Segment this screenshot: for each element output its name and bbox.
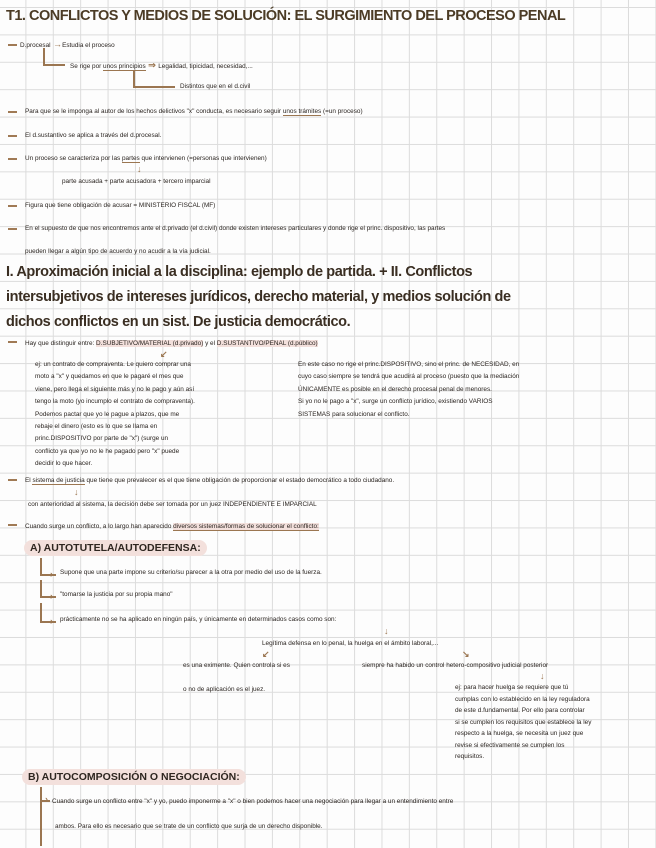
huelga-line: respecto a la huelga, se necesita un juez que [455, 730, 584, 737]
huelga-line: de este d.fundamental. Por ello para controlar [455, 707, 585, 714]
note-supuesto-2: pueden llegar a algún tipo de acuerdo y no acudir a la vía judicial. [25, 248, 211, 255]
example-line: viene, pero llega el siguiente más y no le pago y aún así [35, 385, 195, 393]
bend-arrow-icon [43, 48, 65, 66]
autotutela-item: Supone que una parte impone su criterio/su parecer a la otra por medio del uso de la fuerza. [60, 569, 322, 576]
example-line: En este caso no rige el princ.DISPOSITIVO, sino el princ. de NECESIDAD, en [298, 361, 520, 368]
page-title: T1. CONFLICTOS Y MEDIOS DE SOLUCIÓN: EL SURGIMIENTO DEL PROCESO PENAL [6, 8, 566, 24]
huelga-line: cumplas con lo establecido en la ley reguladora [455, 695, 590, 703]
note-distintos: Distintos que en el d.civil [180, 83, 251, 90]
arrow-down-icon: ↓ [540, 671, 545, 681]
bend-arrow-icon [133, 70, 175, 88]
note-eximente-2: o no de aplicación es el juez. [183, 686, 266, 693]
arrow-down-left-icon: ↙ [262, 649, 270, 659]
example-line: cuyo caso siempre se tendrá que acudirá al proceso (puesto que la mediación [298, 373, 520, 381]
para-post: (=un proceso) [321, 108, 363, 115]
example-left-column [35, 359, 195, 471]
arrow-right-icon: › [50, 616, 53, 626]
note-cuando [25, 523, 319, 531]
autotutela-item: "tomarse la justicia por su propia mano" [60, 591, 173, 598]
example-line: Podemos pactar que yo le pague a plazos, que me [35, 410, 180, 418]
section-heading-line-2: intersubjetivos de intereses jurídicos, derecho material, y medios solución de [6, 289, 511, 305]
bend-arrow-icon [40, 580, 56, 601]
rige-underlined: unos principios [103, 63, 146, 70]
bullet-dash [8, 44, 17, 46]
note-partes-list: parte acusada + parte acusadora + tercero imparcial [62, 178, 211, 185]
autotutela-item: prácticamente no se ha aplicado en ningún país, y únicamente en determinados casos como son: [60, 616, 337, 623]
note-supuesto-1: En el supuesto de que nos encontremos ante el d.privado (el d.civil) donde existen intereses particulares y donde rige el princ. dispositivo, las partes [25, 225, 446, 232]
note-sistema [25, 477, 394, 485]
bullet-dash [8, 158, 17, 160]
note-distinguir [25, 340, 318, 348]
huelga-line: ej: para hacer huelga se requiere que tú [455, 684, 569, 691]
arrow-right-icon: → [50, 39, 63, 49]
dprocesal-label: D.procesal [20, 42, 51, 49]
proceso-underlined: partes [121, 155, 140, 162]
distinguir-highlight-1: D.SUBJETIVO/MATERIAL (d.privado) [96, 340, 204, 347]
example-line: ej: un contrato de compraventa. Le quiero comprar una [35, 361, 191, 368]
huelga-line: requisitos. [455, 753, 485, 760]
arrow-right-icon: › [50, 591, 53, 601]
proceso-post: que intervienen (=personas que intervienen) [139, 155, 267, 162]
example-line: Si yo no le pago a "x", surge un conflicto jurídico, existiendo VARIOS [298, 398, 493, 406]
proceso-text: Un proceso se caracteriza por las [25, 155, 122, 162]
arrow-right-icon: › [45, 794, 48, 804]
distinguir-mid: y el [203, 340, 217, 347]
vertical-connector [40, 800, 42, 846]
note-casos: Legítima defensa en lo penal, la huelga en el ámbito laboral,... [262, 640, 439, 647]
subheading-autocomposicion: B) AUTOCOMPOSICIÓN O NEGOCIACIÓN: [22, 769, 246, 785]
arrow-down-icon: ↓ [384, 626, 389, 636]
huelga-line: si se cumplen los requisitos que establece la ley [455, 718, 592, 726]
arrow-down-icon: ↓ [137, 164, 142, 174]
note-figura: Figura que tiene obligación de acusar = MINISTERIO FISCAL (MF) [25, 202, 216, 209]
example-line: ÚNICAMENTE es posible en el derecho procesal penal de menores. [298, 385, 492, 393]
arrow-down-left-icon: ↙ [160, 349, 168, 359]
para-underlined: unos trámites [282, 108, 322, 115]
subheading-autotutela: A) AUTOTUTELA/AUTODEFENSA: [24, 540, 207, 556]
example-line: conflicto ya que yo no le he pagado pero "x" puede [35, 447, 180, 455]
note-eximente-1: es una eximente. Quien controla si es [183, 662, 290, 669]
section-heading-line-1: I. Aproximación inicial a la disciplina: ejemplo de partida. + II. Conflictos [6, 264, 473, 280]
autocomposicion-line-1: Cuando surge un conflicto entre "x" y yo, puedo imponerme a "x" o bien podemos hacer una negociación para llegar a un entendimiento entre [52, 798, 454, 805]
example-line: SISTEMAS para solucionar el conflicto. [298, 410, 410, 418]
note-dprocesal [20, 40, 115, 50]
estudia-text: Estudia el proceso [62, 42, 115, 49]
bullet-dash [8, 205, 17, 207]
bullet-dash [8, 111, 17, 113]
cuando-highlight: diversos sistemas/formas de solucionar el conflicto: [173, 523, 319, 530]
bend-arrow-icon [40, 603, 56, 626]
huelga-example [455, 682, 591, 763]
arrow-right-icon: › [50, 569, 53, 579]
example-line: rebaje el dinero (esto es lo que se llama en [35, 423, 158, 431]
bullet-dash [8, 341, 17, 343]
arrow-down-icon: ↓ [74, 487, 79, 497]
bullet-dash [8, 479, 17, 481]
note-tramites [25, 108, 363, 116]
double-arrow-icon: ⇒ [145, 60, 159, 70]
cuando-text: Cuando surge un conflicto, a lo largo han aparecido [25, 523, 174, 530]
example-line: tengo la moto (yo incumplo el contrato de compraventa). [35, 398, 195, 406]
example-line: decidir lo que hacer. [35, 460, 93, 468]
bullet-dash [8, 524, 17, 526]
sistema-underlined: sistema de justicia [32, 477, 85, 484]
para-text: Para que se le imponga al autor de los hechos delictivos "x" conducta, es necesario seguir [25, 108, 283, 115]
huelga-line: revise si efectivamente se cumplen los [455, 741, 565, 749]
example-right-column [298, 359, 519, 421]
section-heading-line-3: dichos conflictos en un sist. De justicia democrático. [6, 314, 351, 330]
distinguir-highlight-2: D.SUSTANTIVO/PENAL (d.público) [216, 340, 318, 347]
autocomposicion-line-2: ambos. Para ello es necesario que se trate de un conflicto que surja de un derecho disponible. [55, 823, 323, 830]
bend-arrow-icon [40, 558, 56, 579]
bullet-dash [8, 228, 17, 230]
sistema-post: que tiene que prevalecer es el que tiene obligación de proporcionar el estado democrático a todo ciudadano. [84, 477, 395, 484]
principios-text: Legalidad, tipicidad, necesidad,... [158, 63, 253, 70]
rige-text: Se rige por [70, 63, 104, 70]
note-control: siempre ha habido un control hetero-compositivo judicial posterior [362, 662, 549, 669]
sistema-text: El [25, 477, 33, 484]
note-anterioridad: con anterioridad al sistema, la decisión debe ser tomada por un juez INDEPENDIENTE E IMPARCIAL [28, 501, 317, 508]
bullet-dash [8, 135, 17, 137]
distinguir-text: Hay que distinguir entre: [25, 340, 97, 347]
arrow-down-right-icon: ↘ [462, 649, 470, 659]
note-partes [25, 155, 267, 163]
example-line: moto a "x" y quedamos en que le pagaré el mes que [35, 373, 184, 381]
example-line: princ.DISPOSITIVO por parte de "x") (surge un [35, 435, 169, 443]
note-sustantivo: El d.sustantivo se aplica a través del d.procesal. [25, 132, 162, 139]
